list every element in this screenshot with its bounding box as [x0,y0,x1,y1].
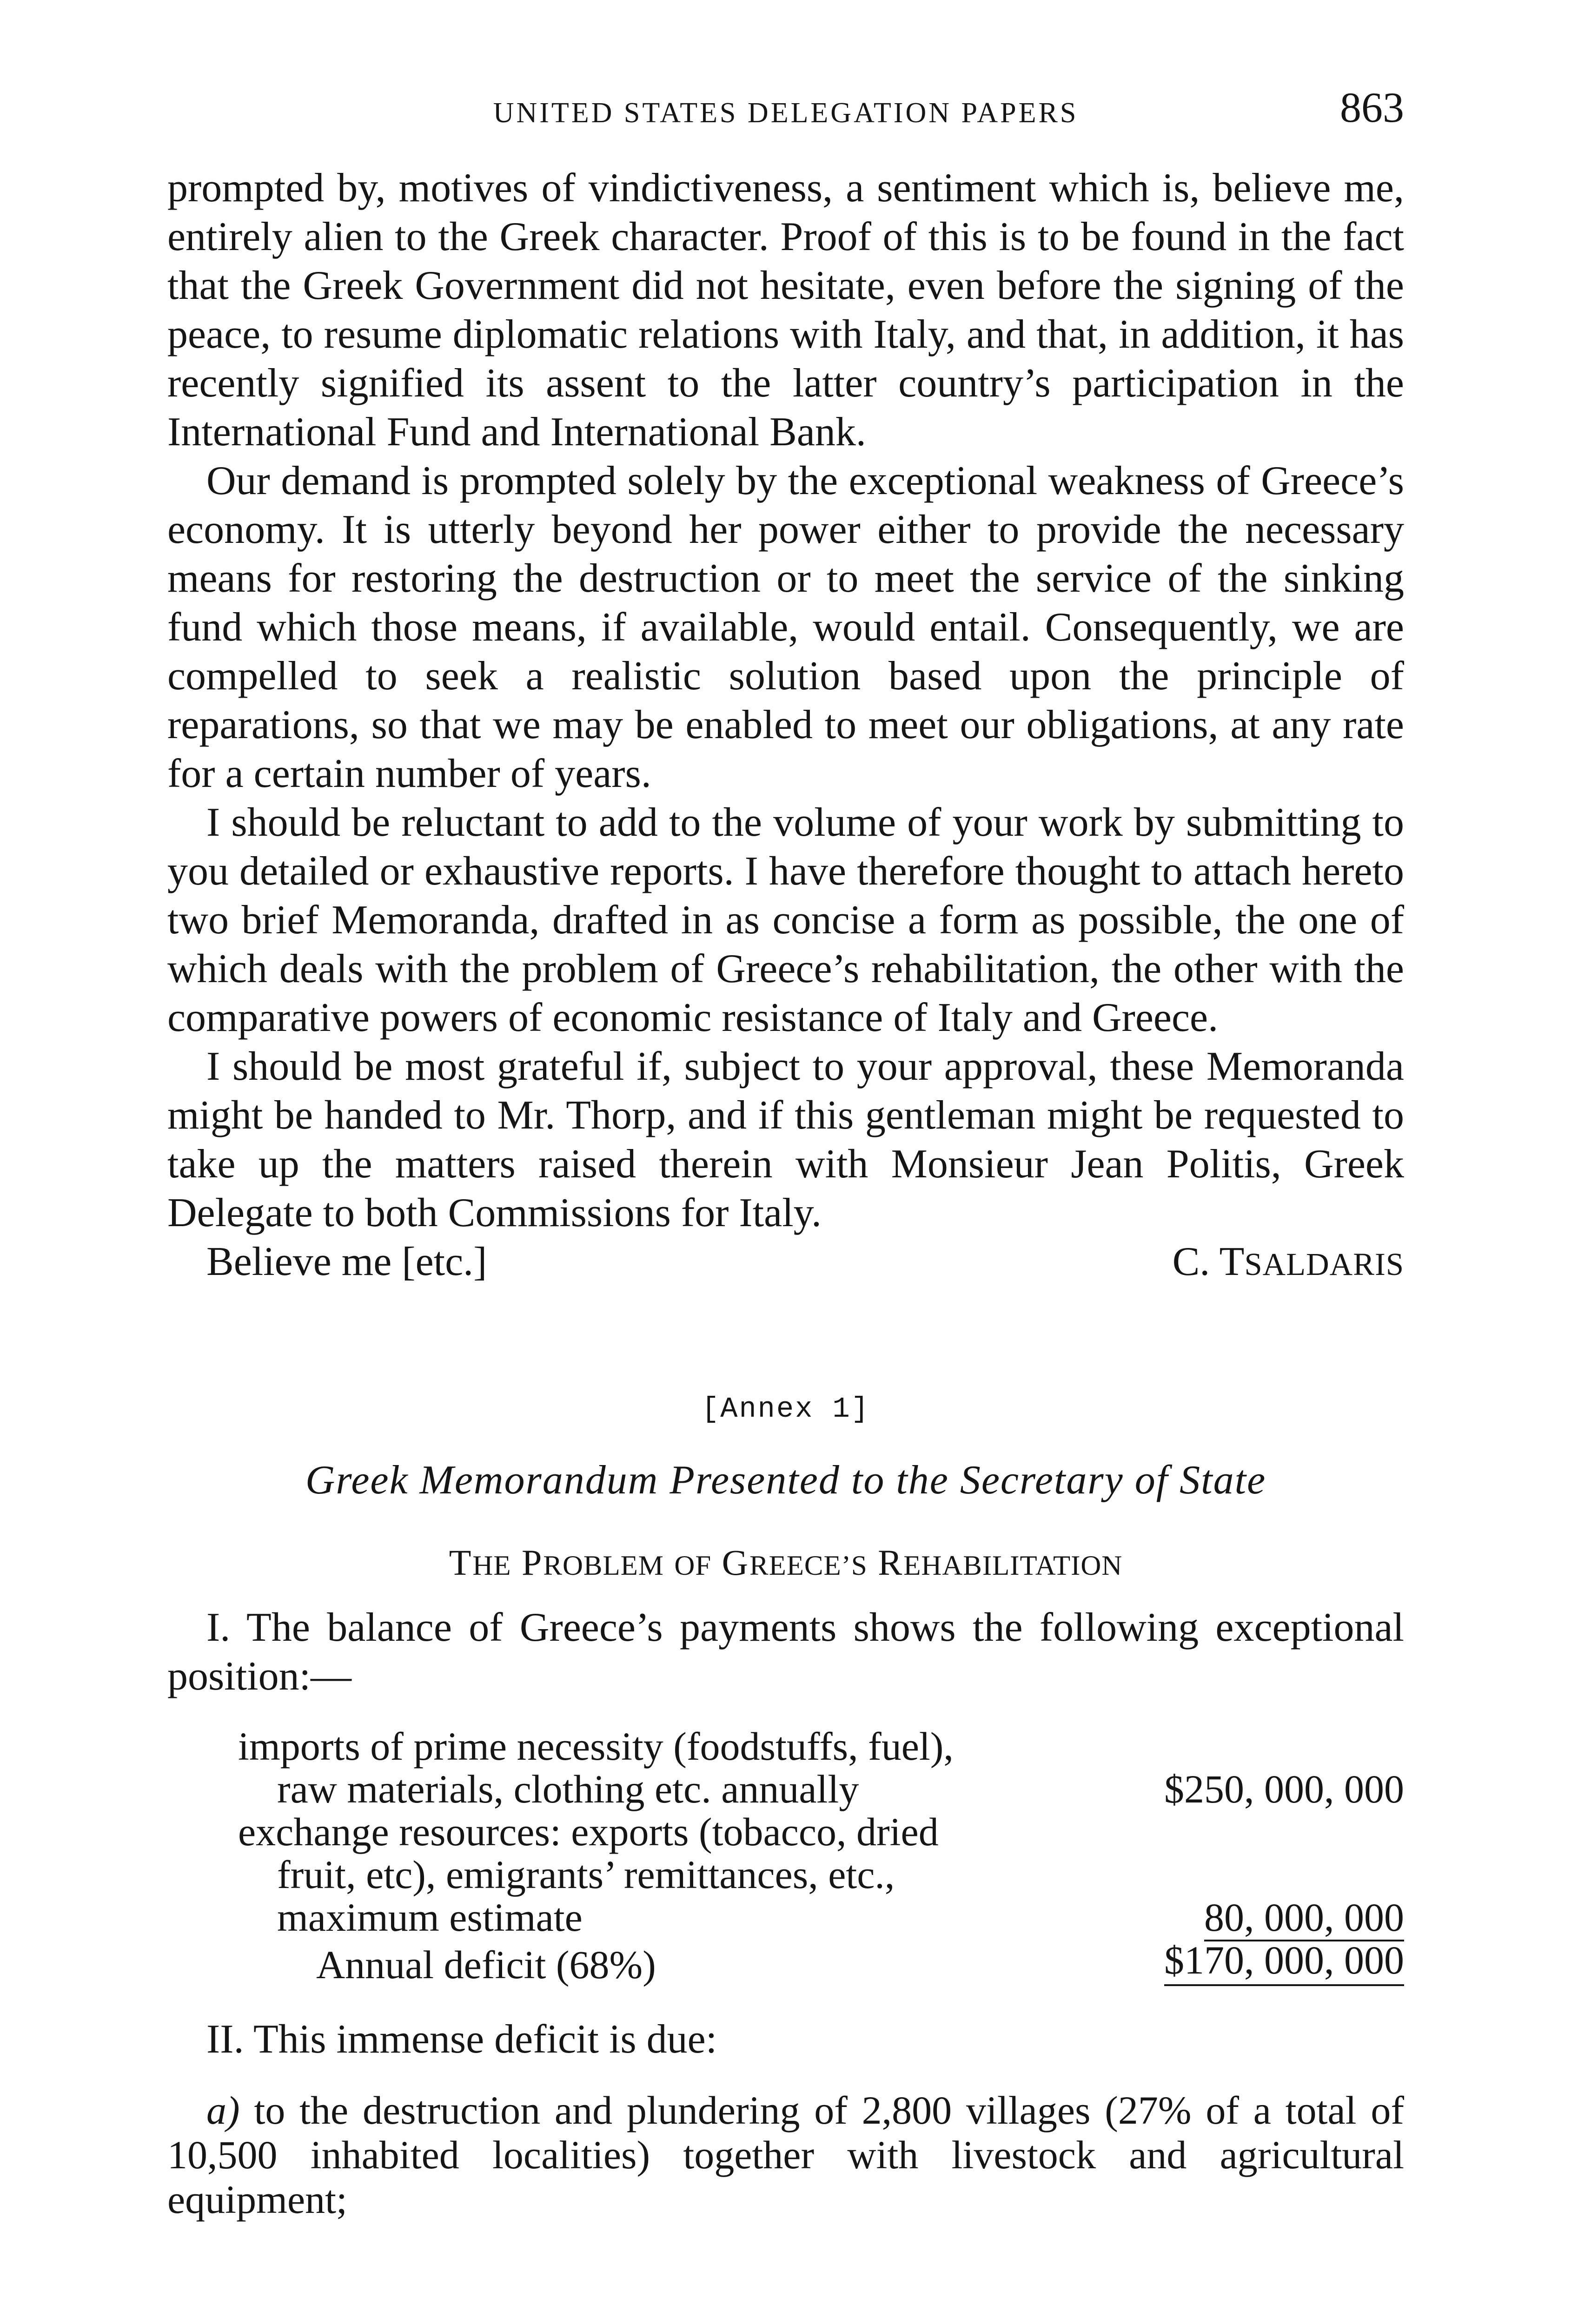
point-one: I. The balance of Greece’s payments shows the following exceptional position:— [167,1605,1404,1699]
imports-line: raw materials, clothing etc. annually [277,1767,859,1811]
letter-paragraph: Our demand is prompted solely by the exceptional weakness of Greece’s economy. It is utterly beyond her power either to provide the necessary means for restoring the destruction or to meet the service of the sinking fund which those means, if available, would entail. Consequently, we are compelled to seek a realistic solution based upon the principle of reparations, so that we may be enabled to meet our obligations, at any rate for a certain number of years. [167,458,1404,796]
page-body [167,164,1404,2222]
table-row [167,1725,1404,1810]
title-initial: P [522,1542,544,1583]
item-text: to the destruction and plundering of 2,800 villages (27% of a total of 10,500 inhabited localities) together with livestock and agricultural equipment; [167,2088,1405,2222]
annex-title: Greek Memorandum Presented to the Secretary of State [305,1458,1266,1503]
signature-initial: C. T [1172,1239,1245,1284]
imports-description [167,1725,1144,1810]
table-row [167,1939,1404,1986]
letter-paragraph: I should be most grateful if, subject to your approval, these Memoranda might be handed to Mr. Thorp, and if this gentleman might be requested to take up the matters raised therein with Monsieur Jean Politis, Greek Delegate to both Commissions for Italy. [167,1044,1404,1235]
letter-closing [167,1237,1404,1286]
page-header [167,83,1404,134]
letter-paragraph: I should be reluctant to add to the volume of your work by submitting to you detailed or exhaustive reports. I have therefore thought to attach hereto two brief Memoranda, drafted in as concise a form as possible, the one of which deals with the problem of Greece’s rehabilitation, the other with the comparative powers of economic resistance of Italy and Greece. [167,800,1404,1040]
complimentary-close: Believe me [etc.] [206,1239,487,1284]
deficit-amount [1144,1939,1404,1986]
title-word: REECE’S [749,1550,868,1581]
deficit-label: Annual deficit (68%) [316,1942,656,1987]
imports-amount [1144,1725,1404,1810]
title-word: ROBLEM [543,1550,664,1581]
section-title [167,1538,1404,1590]
title-initial: T [449,1542,473,1583]
item-letter: a) [206,2088,240,2133]
exchange-line: exchange resources: exports (tobacco, dried [238,1809,939,1854]
page-number: 863 [1340,84,1404,131]
title-initial: R [878,1542,904,1583]
point-two: II. This immense deficit is due: [206,2017,717,2062]
title-initial: G [722,1542,749,1583]
letter-paragraph: prompted by, motives of vindictiveness, a sentiment which is, believe me, entirely alien to the Greek character. Proof of this is to be found in the fact that the Greek Government did not hesitate, even before the signing of the peace, to resume diplomatic relations with Italy, and that, in addition, it has recently signified its assent to the latter country’s participation in the International Fund and International Bank. [167,165,1404,455]
signature [1173,1237,1404,1289]
imports-amount-value: $250, 000, 000 [1164,1767,1404,1811]
exchange-line: maximum estimate [277,1895,583,1940]
item-a [167,2088,1404,2222]
exchange-line: fruit, etc), emigrants’ remittances, etc., [277,1852,895,1897]
exchange-description [167,1810,1144,1939]
balance-table [167,1725,1404,1986]
exchange-amount [1144,1810,1404,1939]
exchange-amount-value: 80, 000, 000 [1204,1895,1404,1941]
title-word: OF [674,1550,712,1581]
deficit-amount-value: $170, 000, 000 [1164,1939,1404,1986]
annex-label: [Annex 1] [702,1393,870,1426]
running-title: UNITED STATES DELEGATION PAPERS [493,97,1079,129]
table-row [167,1810,1404,1939]
imports-line: imports of prime necessity (foodstuffs, fuel), [238,1724,954,1769]
signature-surname: SALDARIS [1244,1247,1404,1282]
title-word: HE [472,1550,511,1581]
title-word: EHABILITATION [903,1550,1123,1581]
